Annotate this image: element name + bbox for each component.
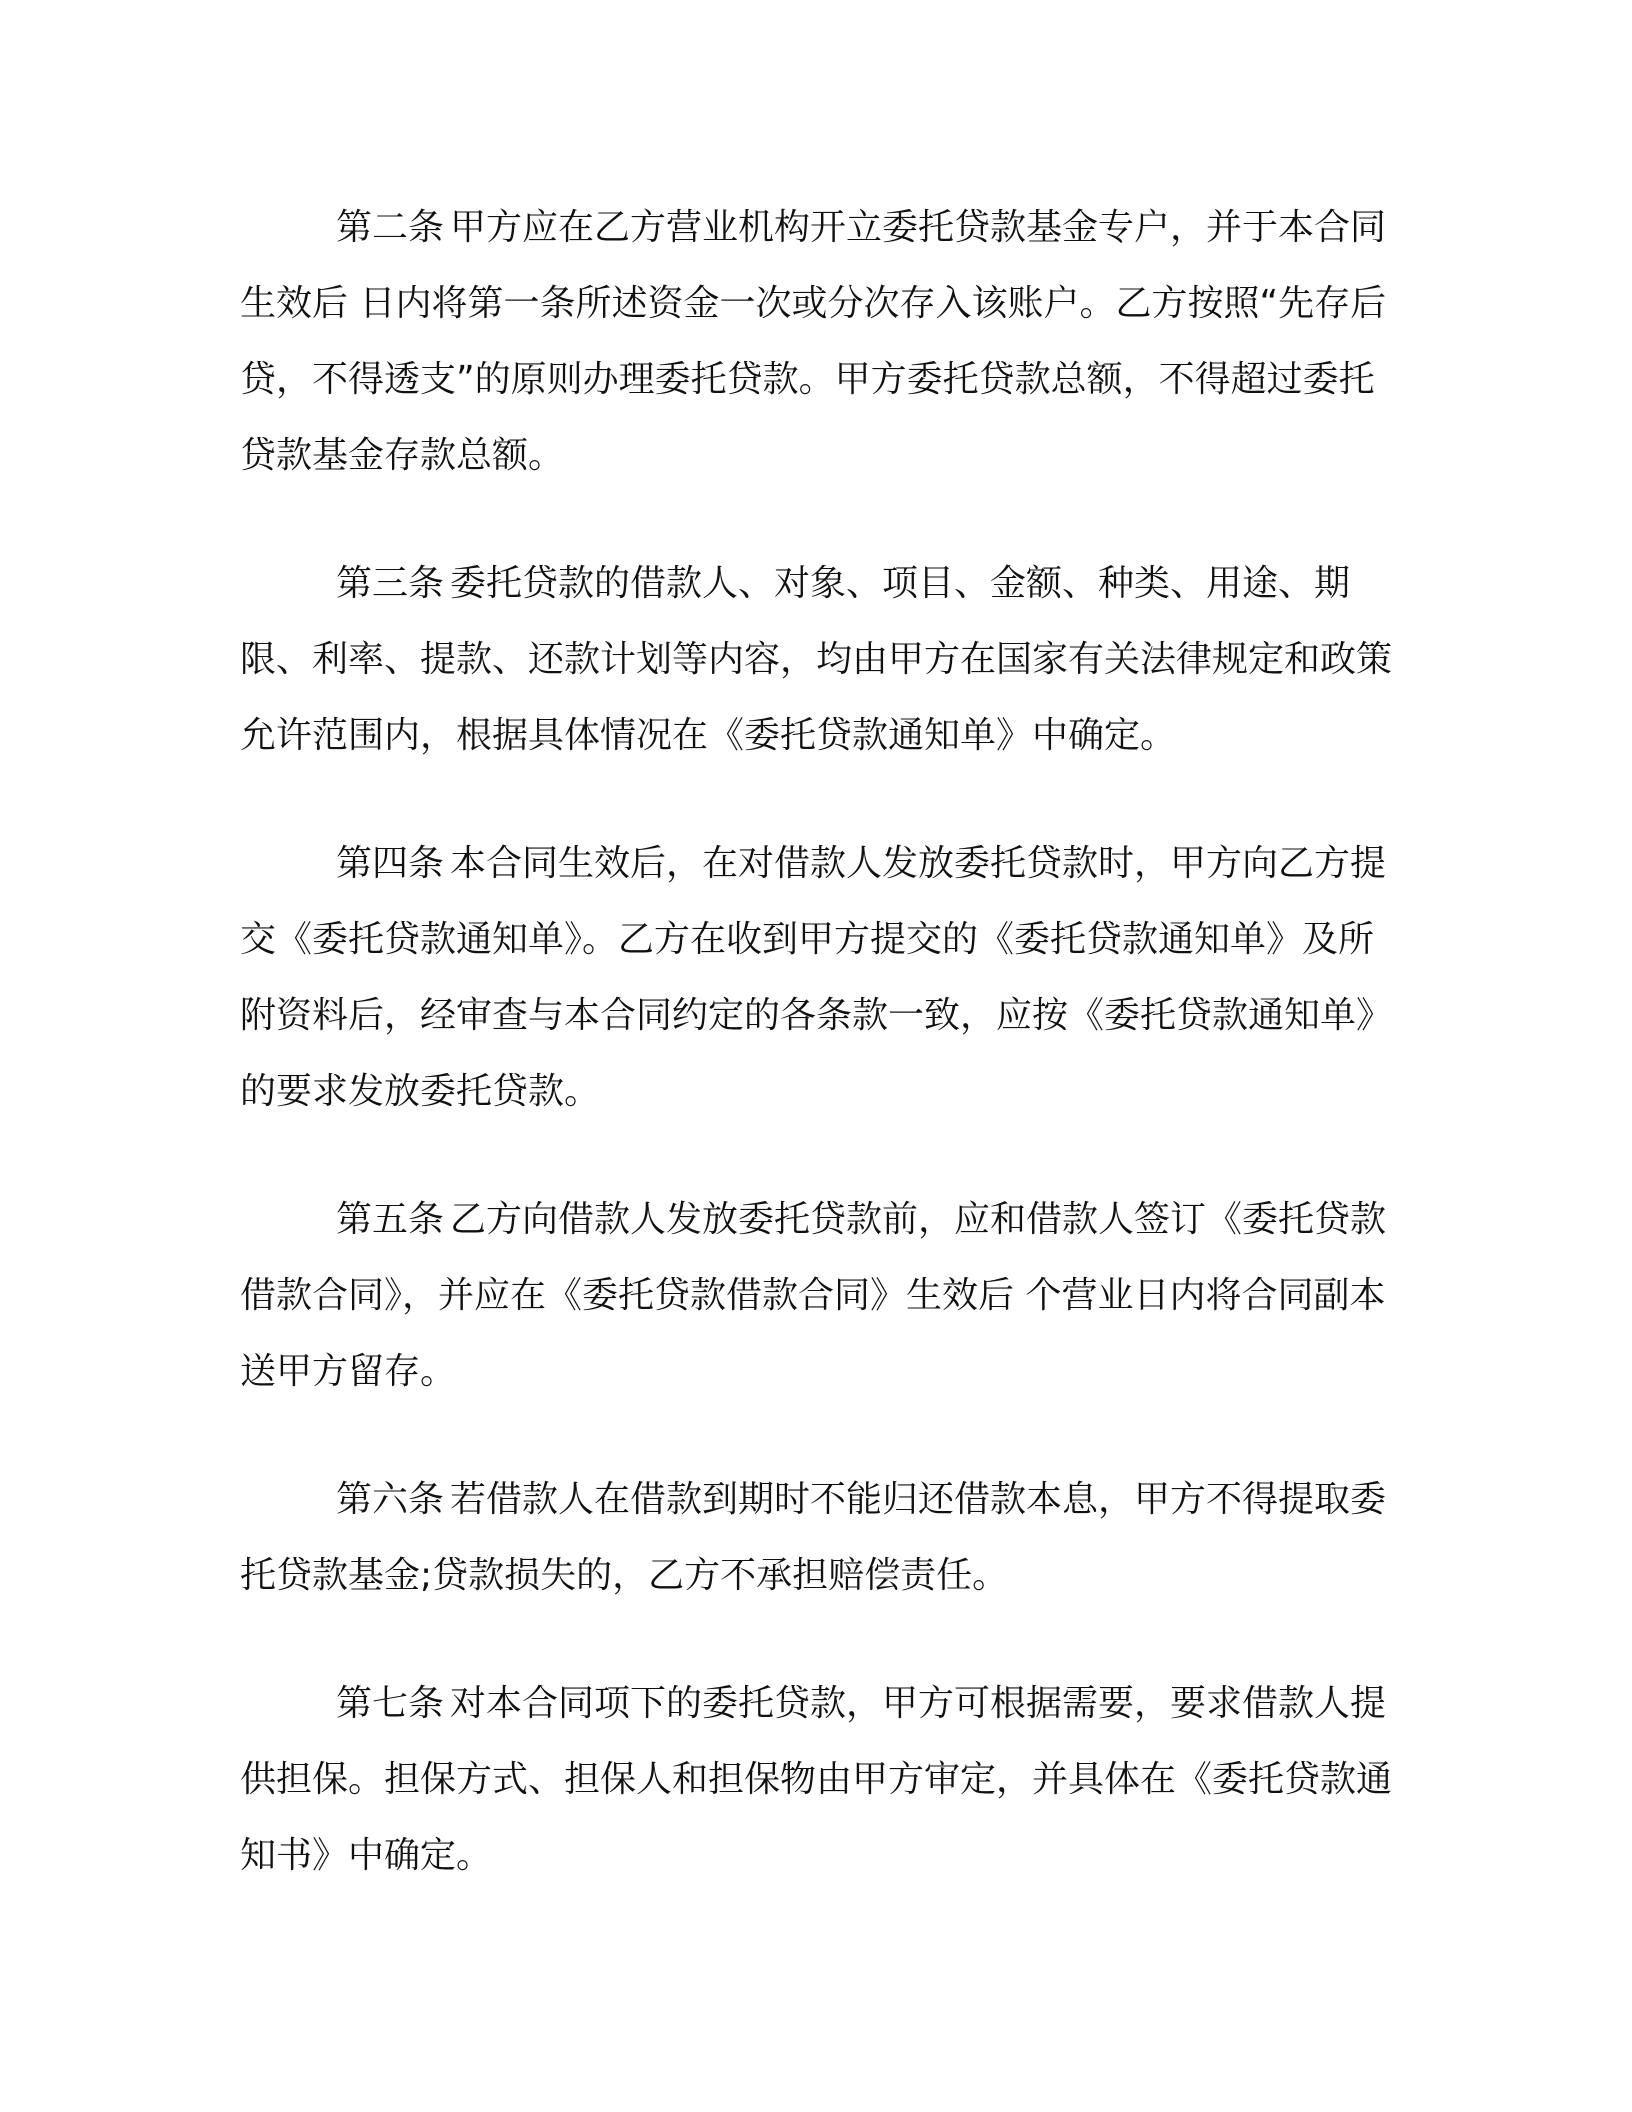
article-text: 对本合同项下的委托贷款，甲方可根据需要，要求借款人提供担保。担保方式、担保人和担保物由甲方审定，并具体在《委托贷款通知书》中确定。 [240, 1683, 1393, 1876]
article-text: 本合同生效后，在对借款人发放委托贷款时，甲方向乙方提交《委托贷款通知单》。乙方在收到甲方提交的《委托贷款通知单》及所附资料后，经审查与本合同约定的各条款一致，应按《委托贷款通知单》的要求发放委托贷款。 [240, 843, 1393, 1112]
article-label: 第三条 [336, 563, 445, 604]
article-text: 乙方向借款人发放委托贷款前，应和借款人签订《委托贷款借款合同》，并应在《委托贷款借款合同》生效后 个营业日内将合同副本送甲方留存。 [240, 1199, 1387, 1392]
article-label: 第七条 [336, 1683, 445, 1724]
article-7 [240, 1666, 1400, 1894]
article-text: 若借款人在借款到期时不能归还借款本息，甲方不得提取委托贷款基金;贷款损失的，乙方不承担赔偿责任。 [240, 1479, 1387, 1596]
article-6 [240, 1462, 1400, 1614]
article-5 [240, 1182, 1400, 1410]
article-text: 委托贷款的借款人、对象、项目、金额、种类、用途、期限、利率、提款、还款计划等内容，均由甲方在国家有关法律规定和政策允许范围内，根据具体情况在《委托贷款通知单》中确定。 [240, 563, 1393, 756]
document-body [240, 190, 1400, 1946]
article-label: 第六条 [336, 1479, 445, 1520]
article-label: 第五条 [336, 1199, 445, 1240]
article-3 [240, 546, 1400, 774]
article-4 [240, 826, 1400, 1130]
article-label: 第二条 [336, 207, 445, 248]
article-text: 甲方应在乙方营业机构开立委托贷款基金专户，并于本合同生效后 日内将第一条所述资金一次或分次存入该账户。乙方按照“先存后贷，不得透支”的原则办理委托贷款。甲方委托贷款总额，不得超过委托贷款基金存款总额。 [240, 207, 1387, 476]
article-2 [240, 190, 1400, 494]
article-label: 第四条 [336, 843, 445, 884]
